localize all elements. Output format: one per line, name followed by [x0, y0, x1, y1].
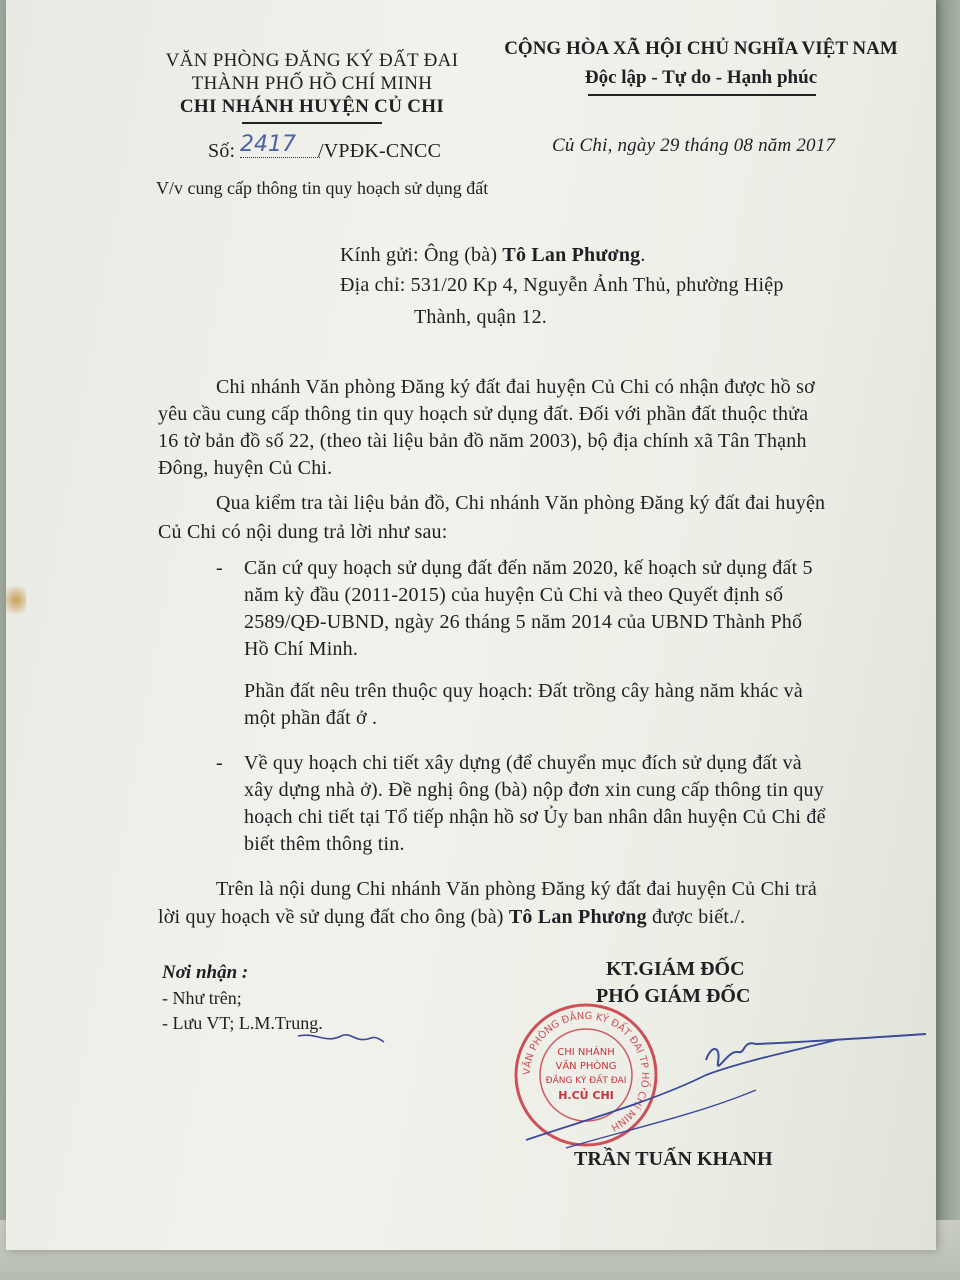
agency-name-line1: VĂN PHÒNG ĐĂNG KÝ ĐẤT ĐAI: [165, 50, 459, 71]
closing-end: được biết./.: [646, 906, 746, 928]
national-title: CỘNG HÒA XÃ HỘI CHỦ NGHĨA VIỆT NAM: [504, 38, 898, 59]
stamp-center-line2: VĂN PHÒNG: [555, 1061, 617, 1072]
closing-recipient-name: Tô Lan Phương: [508, 906, 647, 928]
signature-title2: PHÓ GIÁM ĐỐC: [596, 985, 751, 1007]
agency-branch: CHI NHÁNH HUYỆN CỦ CHI: [179, 96, 445, 117]
handwritten-initials: [296, 1028, 386, 1052]
document-page: [6, 0, 936, 1250]
p1-line1: Chi nhánh Văn phòng Đăng ký đất đai huyện Củ Chi có nhận được hồ sơ: [216, 376, 815, 398]
stamp-center-line1: CHI NHÁNH: [557, 1047, 615, 1058]
closing-text: lời quy hoạch về sử dụng đất cho ông (bà): [158, 906, 509, 928]
recipient-name: Tô Lan Phương: [502, 244, 641, 266]
bullet2-line2: xây dựng nhà ở). Đề nghị ông (bà) nộp đơn xin cung cấp thông tin quy: [244, 779, 824, 801]
handwritten-signature: [506, 1030, 936, 1160]
bullet2-line1: Về quy hoạch chi tiết xây dựng (để chuyển mục đích sử dụng đất và: [244, 752, 802, 774]
closing-line1: Trên là nội dung Chi nhánh Văn phòng Đăng ký đất đai huyện Củ Chi trả: [216, 878, 817, 900]
ref-number-handwritten: 2417: [240, 132, 296, 157]
recipient-greeting: Kính gửi: Ông (bà): [340, 244, 503, 266]
stamp-center-line4: H.CỦ CHI: [558, 1089, 614, 1102]
bullet1-line3: 2589/QĐ-UBND, ngày 26 tháng 5 năm 2014 của UBND Thành Phố: [244, 611, 803, 633]
bullet1-line2: năm kỳ đầu (2011-2015) của huyện Củ Chi và theo Quyết định số: [244, 584, 784, 606]
p1-line2: yêu cầu cung cấp thông tin quy hoạch sử dụng đất. Đối với phần đất thuộc thửa: [158, 403, 809, 425]
stamp-ring-text: VĂN PHÒNG ĐĂNG KÝ ĐẤT ĐAI TP HỒ CHÍ MINH: [521, 1010, 651, 1133]
stamp-center-line3: ĐĂNG KÝ ĐẤT ĐAI: [545, 1076, 627, 1086]
signature-title1: KT.GIÁM ĐỐC: [606, 958, 745, 980]
p2-line2: Củ Chi có nội dung trả lời như sau:: [158, 521, 448, 543]
recipient-line: [340, 244, 646, 267]
recipient-name-end: .: [640, 244, 646, 266]
recipients-item2: - Lưu VT; L.M.Trung.: [162, 1013, 323, 1033]
date-line: Củ Chi, ngày 29 tháng 08 năm 2017: [552, 135, 836, 156]
recipients-item1: - Như trên;: [162, 988, 242, 1008]
recipient-address-line1: Địa chỉ: 531/20 Kp 4, Nguyễn Ảnh Thủ, phường Hiệp: [340, 274, 784, 296]
subject-line: V/v cung cấp thông tin quy hoạch sử dụng đất: [156, 178, 489, 198]
bullet2-line3: hoạch chi tiết tại Tổ tiếp nhận hồ sơ Ủy ban nhân dân huyện Củ Chi để: [244, 806, 826, 828]
recipient-address-line2: Thành, quận 12.: [414, 306, 547, 328]
bullet1-dash: -: [216, 557, 223, 579]
paper-stain: [6, 580, 26, 620]
closing-line2: [158, 906, 745, 929]
header-left-underline: [242, 122, 382, 124]
bullet1-line1: Căn cứ quy hoạch sử dụng đất đến năm 2020, kế hoạch sử dụng đất 5: [244, 557, 813, 579]
p1-line4: Đông, huyện Củ Chi.: [158, 457, 333, 479]
recipients-list-title: Nơi nhận :: [162, 962, 249, 983]
bullet1-line4: Hồ Chí Minh.: [244, 638, 359, 660]
header-right-underline: [588, 94, 816, 96]
agency-name-line2: THÀNH PHỐ HỒ CHÍ MINH: [191, 73, 433, 94]
bullet1b-line2: một phần đất ở .: [244, 707, 378, 729]
bullet1b-line1: Phần đất nêu trên thuộc quy hoạch: Đất trồng cây hàng năm khác và: [244, 680, 803, 702]
p2-line1: Qua kiểm tra tài liệu bản đồ, Chi nhánh Văn phòng Đăng ký đất đai huyện: [216, 492, 826, 514]
ref-label: Số:: [208, 140, 236, 162]
ref-suffix: /VPĐK-CNCC: [318, 140, 442, 162]
national-motto: Độc lập - Tự do - Hạnh phúc: [584, 67, 818, 88]
bullet2-dash: -: [216, 752, 223, 774]
bullet2-line4: biết thêm thông tin.: [244, 833, 405, 855]
ref-dotted-line: [240, 157, 320, 158]
p1-line3: 16 tờ bản đồ số 22, (theo tài liệu bản đồ năm 2003), bộ địa chính xã Tân Thạnh: [158, 430, 807, 452]
signer-name: TRẦN TUẤN KHANH: [574, 1148, 773, 1170]
